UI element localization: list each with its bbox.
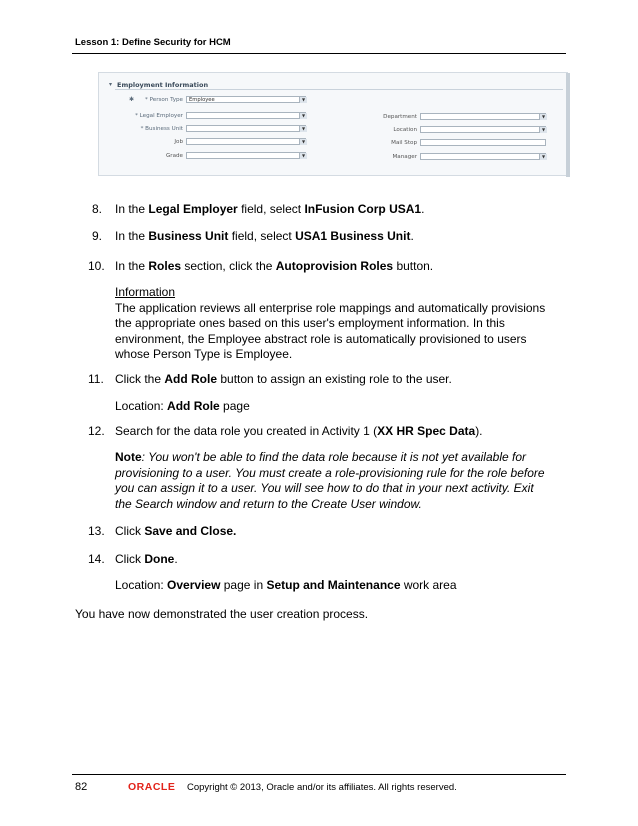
step-number: 9. (92, 229, 103, 243)
business-unit-select[interactable] (186, 125, 306, 132)
information-heading: Information (115, 285, 176, 299)
chevron-down-icon[interactable]: ▼ (539, 154, 547, 160)
department-select[interactable] (420, 113, 546, 120)
step-text: Click Done. (115, 552, 178, 566)
step-text: In the Legal Employer field, select InFusion Corp USA1. (115, 202, 425, 216)
button-name: Autoprovision Roles (275, 259, 394, 273)
mail-stop-label: Mail Stop (391, 140, 417, 146)
step-14-location: Location: Overview page in Setup and Maintenance work area (115, 578, 457, 592)
note-line: the Search window and return to the Create User window. (115, 496, 422, 511)
value-name: USA1 Business Unit (295, 229, 411, 243)
step-number: 11. (88, 372, 104, 386)
information-block (115, 285, 567, 363)
chevron-down-icon[interactable]: ▼ (539, 114, 547, 120)
button-name: Done (144, 552, 175, 566)
location-select[interactable] (420, 126, 546, 133)
collapse-triangle-icon: ▾ (109, 81, 113, 88)
field-name: Business Unit (148, 229, 229, 243)
footer-divider (72, 774, 566, 775)
section-divider (115, 89, 563, 90)
step-number: 12. (88, 424, 105, 438)
grade-label: Grade (165, 153, 183, 159)
person-type-select[interactable]: Employee (186, 96, 306, 103)
chevron-down-icon[interactable]: ▼ (299, 126, 307, 132)
button-name: Save and Close. (144, 524, 237, 538)
conclusion-text: You have now demonstrated the user creation process. (75, 607, 369, 621)
step-number: 14. (88, 552, 105, 566)
manager-select[interactable] (420, 153, 546, 160)
note-line: : You won't be able to find the data role because it is not yet available for (141, 450, 526, 464)
legal-employer-select[interactable] (186, 112, 306, 119)
information-line: the appropriate ones based on this user's employment information. In this (115, 316, 505, 330)
job-select[interactable] (186, 138, 306, 145)
step-number: 13. (88, 524, 105, 538)
button-name: Add Role (164, 372, 218, 386)
information-line: The application reviews all enterprise role mappings and automatically provisions (115, 300, 546, 315)
department-label: Department (383, 114, 417, 120)
chevron-down-icon[interactable]: ▼ (299, 97, 307, 103)
manager-label: Manager (392, 154, 417, 160)
help-icon: ✱ (129, 96, 135, 103)
oracle-logo: ORACLE (128, 781, 176, 793)
note-label: Note (115, 450, 142, 464)
chevron-down-icon[interactable]: ▼ (299, 139, 307, 145)
page-name: Overview (167, 578, 221, 592)
step-number: 8. (92, 202, 103, 216)
page-number: 82 (75, 781, 88, 793)
note-line: you can assign it to a user. You will see how to do that in your next activity. Exit (115, 481, 534, 495)
section-title: Employment Information (117, 81, 209, 89)
step-11-location: Location: Add Role page (115, 399, 250, 413)
location-label: Location (393, 127, 417, 133)
lesson-header: Lesson 1: Define Security for HCM (75, 37, 231, 48)
value-name: InFusion Corp USA1 (304, 202, 422, 216)
step-text: In the Business Unit field, select USA1 Business Unit. (115, 229, 414, 243)
job-label: Job (174, 139, 183, 145)
step-text: Search for the data role you created in Activity 1 (XX HR Spec Data). (115, 424, 483, 438)
screenshot-edge (566, 73, 570, 177)
field-name: Legal Employer (148, 202, 238, 216)
page-name: Add Role (167, 399, 220, 413)
person-type-label: * Person Type (145, 97, 183, 103)
header-divider (72, 53, 566, 54)
employment-information-screenshot (98, 72, 568, 176)
work-area-name: Setup and Maintenance (266, 578, 401, 592)
step-text: In the Roles section, click the Autoprovision Roles button. (115, 259, 434, 273)
note-line: provisioning to a user. You must create a role-provisioning rule for the role before (115, 465, 545, 480)
step-text: Click Save and Close. (115, 524, 237, 538)
information-line: environment, the Employee abstract role is automatically provisioned to users (115, 331, 527, 346)
note-block (115, 450, 567, 512)
information-line: whose Person Type is Employee. (115, 347, 293, 361)
business-unit-label: * Business Unit (140, 126, 183, 132)
grade-select[interactable] (186, 152, 306, 159)
role-name: XX HR Spec Data (377, 424, 476, 438)
section-name: Roles (148, 259, 182, 273)
legal-employer-label: * Legal Employer (135, 113, 183, 119)
chevron-down-icon[interactable]: ▼ (299, 113, 307, 119)
copyright-text: Copyright © 2013, Oracle and/or its affiliates. All rights reserved. (187, 782, 457, 793)
chevron-down-icon[interactable]: ▼ (299, 153, 307, 159)
mail-stop-input[interactable] (420, 139, 546, 146)
chevron-down-icon[interactable]: ▼ (539, 127, 547, 133)
step-text: Click the Add Role button to assign an existing role to the user. (115, 372, 452, 386)
step-number: 10. (88, 259, 105, 273)
